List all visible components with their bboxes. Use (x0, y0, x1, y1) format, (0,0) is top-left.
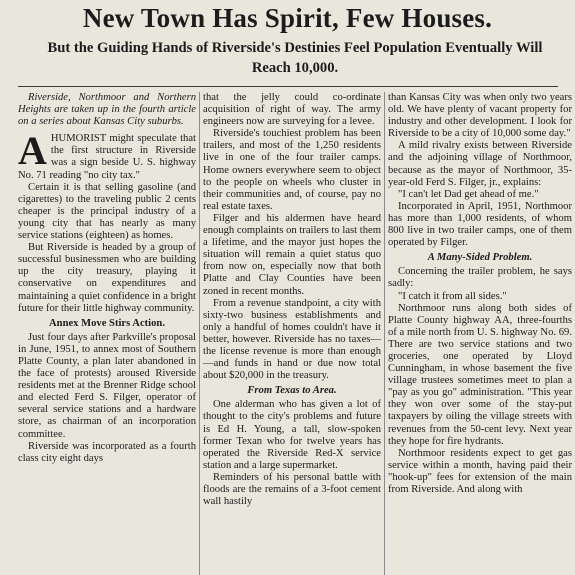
paragraph-text: HUMORIST might speculate that the first structure in Riverside was a sign beside U. S. highway No. 71 reading "no city tax." (18, 133, 196, 181)
column-divider (384, 92, 385, 575)
paragraph: that the jelly could co-ordinate acquisition of right of way. The army engineers now are surveying for a levee. (203, 92, 381, 128)
paragraph: A mild rivalry exists between Riverside and the adjoining village of Northmoor, because as the mayor of Northmoor, 35-year-old Ferd S. Filger, jr., explains: (388, 140, 572, 188)
paragraph: "I can't let Dad get ahead of me." (398, 188, 539, 200)
paragraph: Riverside was incorporated as a fourth class city eight days (18, 440, 196, 464)
paragraph: Certain it is that selling gasoline (and cigarettes) to the traveling public 2 cents cheaper is the principal industry of a young city that has nearly as many service stations (eighteen) as homes. (18, 181, 196, 242)
subhead: But the Guiding Hands of Riverside's Destinies Feel Population Eventually Will Reach 10,000. (47, 40, 543, 76)
paragraph: "I catch it from all sides." (398, 290, 507, 302)
header-rule (18, 86, 558, 87)
section-heading: From Texas to Area. (247, 385, 337, 397)
column-2 (203, 92, 381, 575)
paragraph: From a revenue standpoint, a city with sixty-two business establishments and only a handful of homes couldn't have it better, however. Riverside has no taxes—the license revenue is more than enough—and funds in hand or due now total about $20,000 in the treasury. (203, 297, 381, 382)
headline: New Town Has Spirit, Few Houses. (82, 3, 493, 33)
paragraph (18, 128, 196, 181)
paragraph: One alderman who has given a lot of thought to the city's problems and future is Ed H. Young, a tall, slow-spoken former Texan who for twelve years has operated the Riverside Red-X service station and a large supermarket. (203, 399, 381, 471)
intro-note: Riverside, Northmoor and Northern Heights are taken up in the fourth article on a series about Kansas City suburbs. (18, 92, 196, 128)
drop-cap: A (18, 128, 47, 174)
paragraph: Just four days after Parkville's proposal in June, 1951, to annex most of Southern Platte County, a plan later abandoned in the face of protests) aroused Riverside residents met at the Brenner Ridge school and elected Ferd S. Filger, operator of several service stations and a hardware store, as chairman of an incorporation committee. (18, 331, 196, 440)
section-heading: A Many-Sided Problem. (427, 252, 533, 264)
column-divider (199, 92, 200, 575)
paragraph: than Kansas City was when only two years old. We have plenty of vacant property for industry and other development. I look for Riverside to be a city of 10,000 some day." (388, 92, 572, 140)
paragraph: Northmoor runs along both sides of Platte County highway AA, three-fourths of a mile north from U. S. highway No. 69. There are two service stations and two groceries, one operated by Lloyd Cunningham, in whose basement the five village trustees sometimes meet to plan a "pay as you go" administration. "This year they won over some of the stay-put taxpayers by oiling the village streets with revenues from the 50-cent levy. Next year they hope for fire hydrants. (388, 302, 572, 447)
paragraph: Filger and his aldermen have heard enough complaints on trailers to last them a lifetime, and the mayor just hopes the situation will remain a quiet status quo from now on, especially now that both Platte and Clay Counties have been zoned in recent months. (203, 212, 381, 297)
column-3 (388, 92, 572, 575)
paragraph: Incorporated in April, 1951, Northmoor has more than 1,000 residents, of whom 800 live in two trailer camps, one of them operated by Filger. (388, 200, 572, 249)
paragraph: But Riverside is headed by a group of successful businessmen who are building up the city treasury, playing it conservative on expenditures and maintaining a quiet confidence in a bright future for their little highway community. (18, 242, 196, 314)
paragraph: Reminders of his personal battle with floods are the remains of a 3-foot cement wall hastily (203, 471, 381, 508)
column-1 (18, 92, 196, 575)
paragraph: Riverside's touchiest problem has been trailers, and most of the 1,250 residents live in one of the four trailer camps. Home owners everywhere seem to object to the people on wheels who cluster in their communities and, of course, pay no real estate taxes. (203, 128, 381, 212)
paragraph: Concerning the trailer problem, he says sadly: (388, 266, 572, 290)
paragraph: Northmoor residents expect to get gas service within a month, having paid their "hook-up" fees for extension of the main from Riverside. And along with (388, 447, 572, 495)
section-heading: Annex Move Stirs Action. (49, 317, 165, 329)
